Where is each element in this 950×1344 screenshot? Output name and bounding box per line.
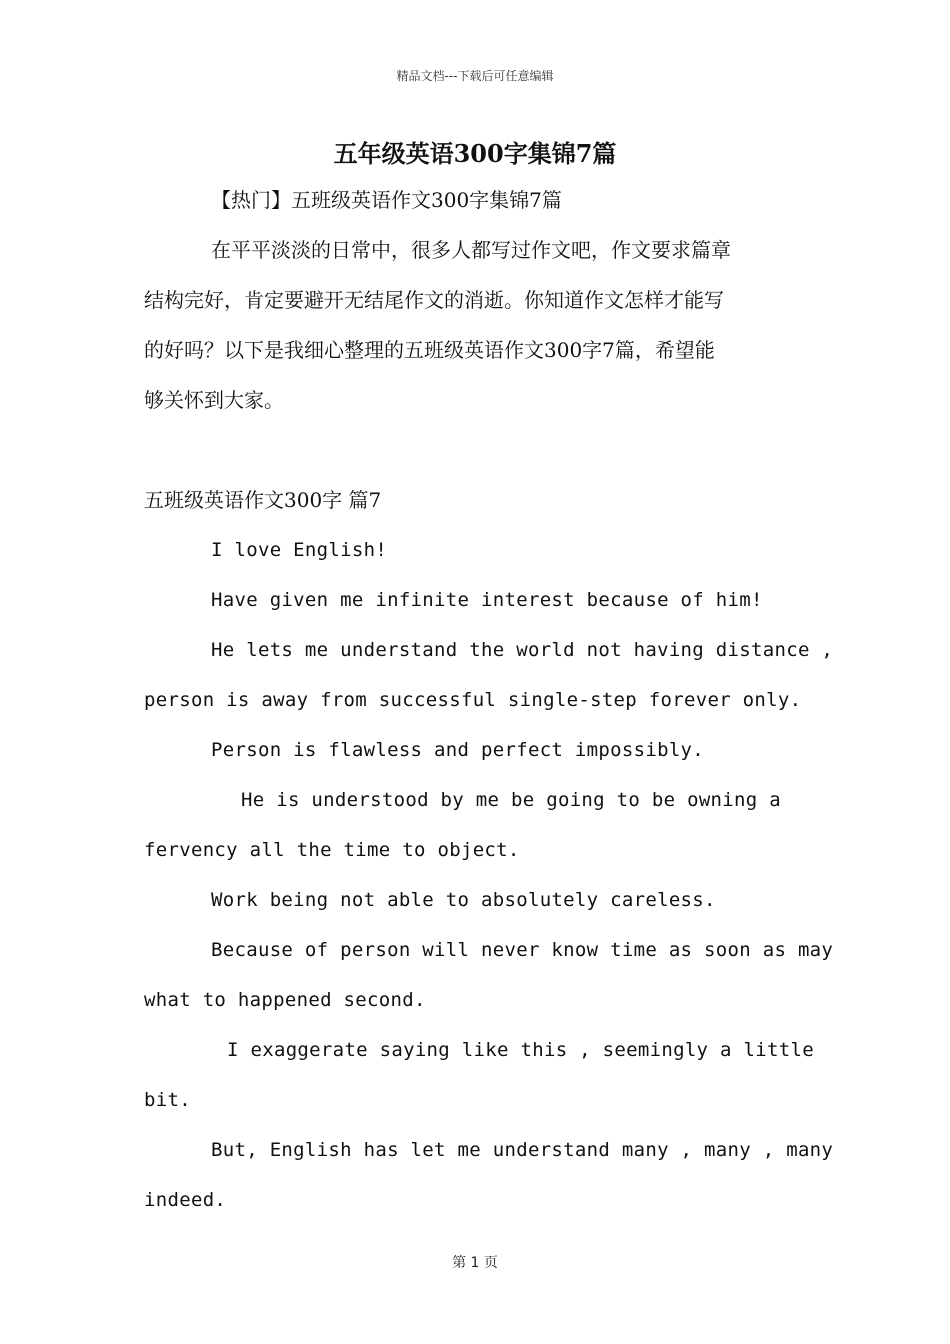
essay-line: indeed. xyxy=(144,1189,227,1211)
essay-line: He lets me understand the world not having distance , xyxy=(211,639,834,661)
essay-line: Have given me infinite interest because of him! xyxy=(211,589,763,611)
essay-line: He is understood by me be going to be owning a xyxy=(241,789,781,811)
essay-line: Work being not able to absolutely careless. xyxy=(211,889,716,911)
intro-line: 在平平淡淡的日常中，很多人都写过作文吧，作文要求篇章 xyxy=(211,238,731,262)
essay-line: Person is flawless and perfect impossibly. xyxy=(211,739,705,761)
essay-line: But, English has let me understand many , many , many xyxy=(211,1139,834,1161)
page-header: 精品文档---下载后可任意编辑 xyxy=(396,69,554,83)
intro-line: 结构完好，肯定要避开无结尾作文的消逝。你知道作文怎样才能写 xyxy=(144,288,724,312)
document-title: 五年级英语300字集锦7篇 xyxy=(333,139,617,168)
page-number: 第 1 页 xyxy=(452,1255,498,1271)
document-subtitle: 【热门】五班级英语作文300字集锦7篇 xyxy=(211,188,562,212)
essay-line: I exaggerate saying like this , seemingly a little xyxy=(227,1039,814,1061)
essay-line: Because of person will never know time as soon as may xyxy=(211,939,834,961)
essay-line: I love English! xyxy=(211,539,388,561)
section-heading: 五班级英语作文300字 篇7 xyxy=(144,488,382,512)
essay-line: what to happened second. xyxy=(144,989,426,1011)
intro-line: 够关怀到大家。 xyxy=(144,388,284,412)
intro-line: 的好吗？以下是我细心整理的五班级英语作文300字7篇，希望能 xyxy=(144,338,715,362)
essay-line: fervency all the time to object. xyxy=(144,839,520,861)
essay-line: person is away from successful single-step forever only. xyxy=(144,689,802,711)
essay-line: bit. xyxy=(144,1089,191,1111)
